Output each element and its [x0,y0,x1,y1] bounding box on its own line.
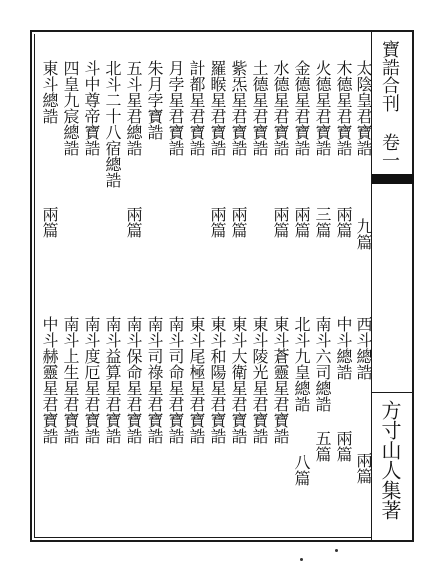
toc-title: 東斗總誥 [40,60,59,124]
toc-count: 八篇 [292,454,311,486]
toc-title: 四皇九宸總誥 [61,60,80,156]
toc-count: 三篇 [313,206,332,238]
toc-count: 兩篇 [292,206,311,238]
toc-title: 西斗總誥 [354,316,373,380]
book-title: 寶誥合刊 卷一 [379,40,400,169]
toc-title: 計都星君寶誥 [187,60,206,156]
toc-title: 紫炁星君寶誥 [229,60,248,156]
toc-title: 中斗赫靈星君寶誥 [40,316,59,444]
toc-title: 朱月孛寶誥 [145,60,164,140]
toc-count: 兩篇 [124,206,143,238]
toc-count: 兩篇 [334,206,353,238]
toc-count: 兩篇 [40,206,59,238]
strip-divider [372,392,414,393]
toc-title: 五斗星君總誥 [124,60,143,156]
fishtail-mark [372,174,414,184]
toc-title: 南斗司祿星君寶誥 [145,316,164,444]
toc-count: 兩篇 [271,206,290,238]
toc-count: 兩篇 [208,206,227,238]
toc-title: 東斗和陽星君寶誥 [208,316,227,444]
toc-title: 南斗六司總誥 [313,316,332,412]
toc-title: 水德星君寶誥 [271,60,290,156]
toc-count: 兩篇 [229,206,248,238]
toc-title: 南斗度厄星君寶誥 [82,316,101,444]
toc-title: 南斗司命星君寶誥 [166,316,185,444]
toc-title: 北斗九皇總誥 [292,316,311,412]
toc-title: 木德星君寶誥 [334,60,353,156]
toc-title: 東斗尾極星君寶誥 [187,316,206,444]
toc-title: 羅睺星君寶誥 [208,60,227,156]
toc-title: 北斗二十八宿總誥 [103,60,122,188]
toc-title: 東斗陵光星君寶誥 [250,316,269,444]
toc-title: 金德星君寶誥 [292,60,311,156]
toc-title: 太陰皇君寶誥 [354,60,373,156]
toc-title: 東斗蒼靈星君寶誥 [271,316,290,444]
toc-title: 火德星君寶誥 [313,60,332,156]
toc-title: 土德星君寶誥 [250,60,269,156]
toc-count: 九篇 [354,218,373,250]
toc-count: 兩篇 [334,430,353,462]
toc-title: 月孛星君寶誥 [166,60,185,156]
toc-title: 南斗益算星君寶誥 [103,316,122,444]
toc-count: 五篇 [313,430,332,462]
page-speck [335,549,338,552]
page-speck [300,558,303,561]
toc-title: 中斗總誥 [334,316,353,380]
toc-title: 斗中尊帝寶誥 [82,60,101,156]
toc-count: 兩篇 [354,452,373,484]
compiler-name: 方寸山人集著 [378,400,402,520]
toc-title: 東斗大衛星君寶誥 [229,316,248,444]
toc-title: 南斗保命星君寶誥 [124,316,143,444]
toc-title: 南斗上生星君寶誥 [61,316,80,444]
